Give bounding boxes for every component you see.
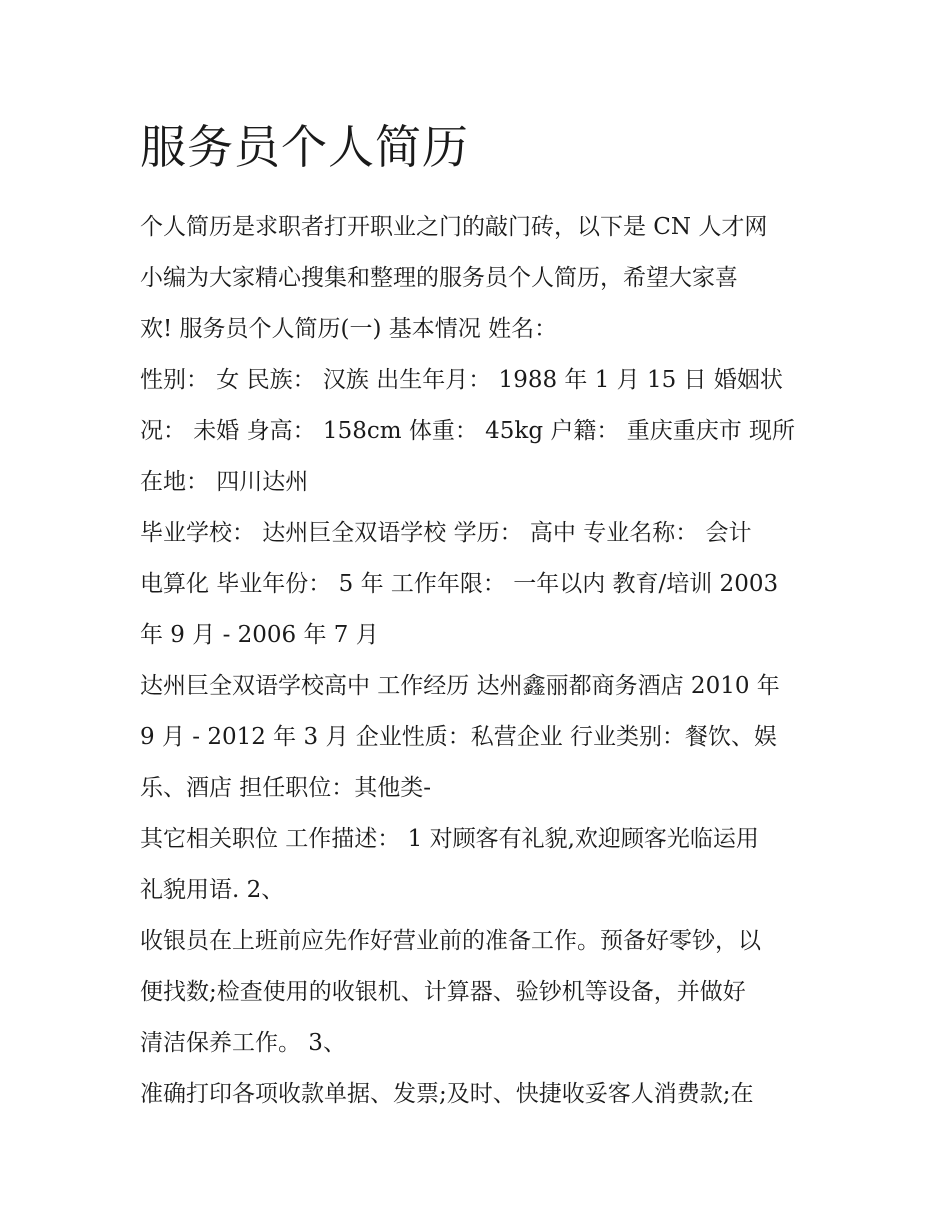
text-line: 准确打印各项收款单据、发票;及时、快捷收妥客人消费款;在: [140, 1081, 754, 1107]
text-line: 达州巨全双语学校高中 工作经历 达州鑫丽都商务酒店 2010 年: [140, 673, 780, 699]
document-body: [140, 202, 820, 1120]
text-line: 其它相关职位 工作描述： 1 对顾客有礼貌,欢迎顾客光临运用: [140, 826, 759, 852]
text-line: 毕业学校： 达州巨全双语学校 学历： 高中 专业名称： 会计: [140, 520, 752, 546]
text-line: 年 9 月 - 2006 年 7 月: [140, 622, 379, 648]
text-line: 乐、酒店 担任职位：其他类-: [140, 775, 432, 801]
document-page: [140, 112, 820, 1120]
document-title: 服务员个人简历: [140, 120, 469, 174]
text-line: 在地： 四川达州: [140, 469, 309, 495]
text-line: 电算化 毕业年份： 5 年 工作年限： 一年以内 教育/培训 2003: [140, 571, 779, 597]
text-line: 个人简历是求职者打开职业之门的敲门砖，以下是 CN 人才网: [140, 214, 768, 240]
text-line: 9 月 - 2012 年 3 月 企业性质：私营企业 行业类别：餐饮、娱: [140, 724, 778, 750]
text-line: 小编为大家精心搜集和整理的服务员个人简历，希望大家喜: [140, 265, 738, 291]
text-line: 性别： 女 民族： 汉族 出生年月： 1988 年 1 月 15 日 婚姻状: [140, 367, 783, 393]
text-line: 况： 未婚 身高： 158cm 体重： 45kg 户籍： 重庆重庆市 现所: [140, 418, 796, 444]
text-line: 欢! 服务员个人简历(一) 基本情况 姓名：: [140, 316, 558, 342]
text-line: 清洁保养工作。 3、: [140, 1030, 346, 1056]
text-line: 便找数;检查使用的收银机、计算器、验钞机等设备，并做好: [140, 979, 746, 1005]
text-line: 礼貌用语. 2、: [140, 877, 285, 903]
text-line: 收银员在上班前应先作好营业前的准备工作。预备好零钞，以: [140, 928, 761, 954]
